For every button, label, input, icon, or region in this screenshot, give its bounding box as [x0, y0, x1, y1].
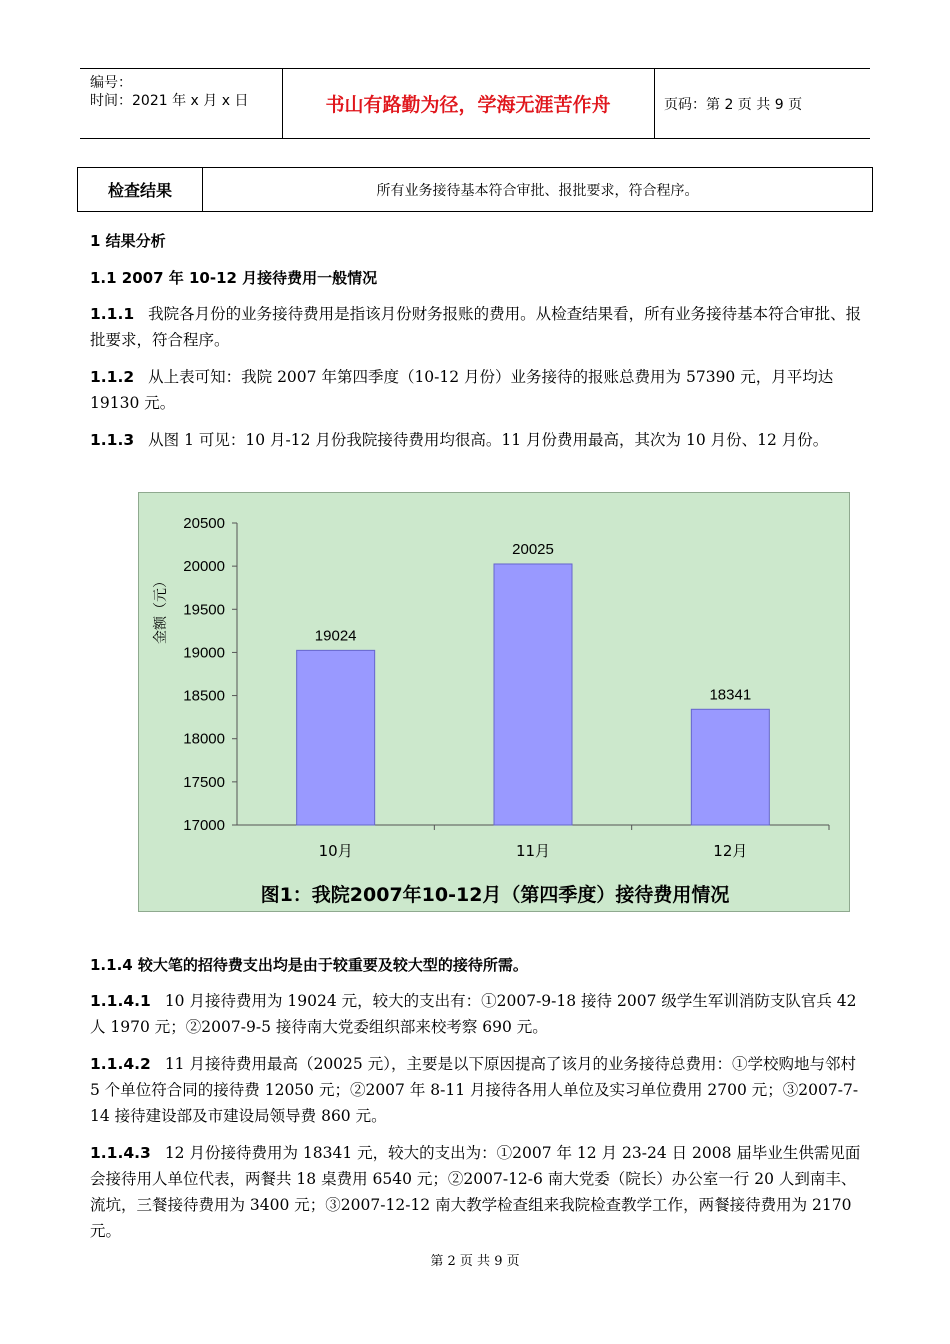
paragraph-1-1-3	[90, 427, 870, 453]
y-tick-label: 18500	[183, 687, 225, 705]
paragraph-number: 1.1.4.3	[90, 1144, 151, 1162]
y-tick-label: 18000	[183, 730, 225, 748]
paragraph-number: 1.1.2	[90, 368, 135, 386]
y-tick-label: 17000	[183, 817, 225, 834]
paragraph-1-1-4-2	[90, 1051, 870, 1129]
chart-title: 图1：我院2007年10-12月（第四季度）接待费用情况	[260, 884, 730, 906]
bar	[297, 650, 375, 825]
paragraph-number: 1.1.4.2	[90, 1055, 151, 1073]
paragraph-number: 1.1.3	[90, 431, 135, 449]
result-key: 检查结果	[78, 168, 203, 211]
section-heading-1: 1 结果分析	[90, 232, 166, 250]
x-tick-label: 11月	[515, 842, 551, 860]
paragraph-text: 12 月份接待费用为 18341 元，较大的支出为：①2007 年 12 月 23-24 日 2008 届毕业生供需见面会接待用人单位代表，两餐共 18 桌费用 6540 元；②2007-12-6 南大党委（院长）办公室一行 20 人到南丰、流坑，三餐接待费用为 3400 元；③2007-12-12 南大教学检查组来我院检查教学工作，两餐接待费用为 2170 元。	[90, 1144, 861, 1240]
page-footer: 第 2 页 共 9 页	[430, 1254, 520, 1269]
paragraph-text: 10 月接待费用为 19024 元，较大的支出有：①2007-9-18 接待 2007 级学生军训消防支队官兵 42 人 1970 元；②2007-9-5 接待南大党委组织部来校考察 690 元。	[90, 992, 857, 1036]
paragraph-text: 从图 1 可见：10 月-12 月份我院接待费用均很高。11 月份费用最高，其次为 10 月份、12 月份。	[148, 431, 829, 449]
header-meta	[80, 69, 282, 138]
bar-value-label: 20025	[512, 540, 554, 558]
paragraph-1-1-4-3	[90, 1140, 870, 1244]
x-tick-label: 12月	[713, 842, 748, 860]
section-heading-1-1: 1.1 2007 年 10-12 月接待费用一般情况	[90, 269, 378, 287]
paragraph-text: 11 月接待费用最高（20025 元），主要是以下原因提高了该月的业务接待总费用：①学校购地与邻村 5 个单位符合同的接待费 12050 元；②2007 年 8-11 月接待各用人单位及实习单位费用 2700 元；③2007-7-14 接待建设部及市建设局领导费 860 元。	[90, 1055, 859, 1125]
paragraph-number: 1.1.4.1	[90, 992, 151, 1010]
section-heading-1-1-4: 1.1.4 较大笔的招待费支出均是由于较重要及较大型的接待所需。	[90, 956, 528, 974]
bar-chart-svg	[139, 493, 851, 913]
paragraph-text: 从上表可知：我院 2007 年第四季度（10-12 月份）业务接待的报账总费用为 57390 元，月平均达 19130 元。	[90, 368, 834, 412]
header-page-info: 页码：第 2 页 共 9 页	[664, 96, 803, 113]
bar-value-label: 18341	[709, 686, 752, 704]
serial-label: 编号：	[90, 75, 132, 91]
y-tick-label: 20000	[183, 558, 225, 576]
header-divider	[654, 69, 655, 138]
y-tick-label: 19500	[183, 601, 225, 619]
paragraph-number: 1.1.1	[90, 305, 135, 323]
y-tick-label: 19000	[183, 644, 225, 662]
paragraph-1-1-1	[90, 301, 870, 353]
x-tick-label: 10月	[318, 842, 353, 860]
header-motto: 书山有路勤为径，学海无涯苦作舟	[325, 94, 611, 116]
bar	[691, 709, 769, 825]
result-value: 所有业务接待基本符合审批、报批要求，符合程序。	[376, 182, 699, 199]
paragraph-1-1-4-1	[90, 988, 870, 1040]
y-tick-label: 17500	[183, 773, 225, 791]
bar-chart	[138, 492, 850, 912]
bar	[494, 564, 572, 825]
bar-value-label: 19024	[314, 627, 357, 645]
paragraph-1-1-2	[90, 364, 870, 416]
time-label: 时间：2021 年 x 月 x 日	[90, 93, 249, 109]
y-axis-label: 金额（元）	[153, 574, 169, 644]
y-tick-label: 20500	[183, 515, 225, 532]
paragraph-text: 我院各月份的业务接待费用是指该月份财务报账的费用。从检查结果看，所有业务接待基本符合审批、报批要求，符合程序。	[90, 305, 862, 349]
result-table	[77, 167, 873, 212]
page-header	[80, 68, 870, 139]
